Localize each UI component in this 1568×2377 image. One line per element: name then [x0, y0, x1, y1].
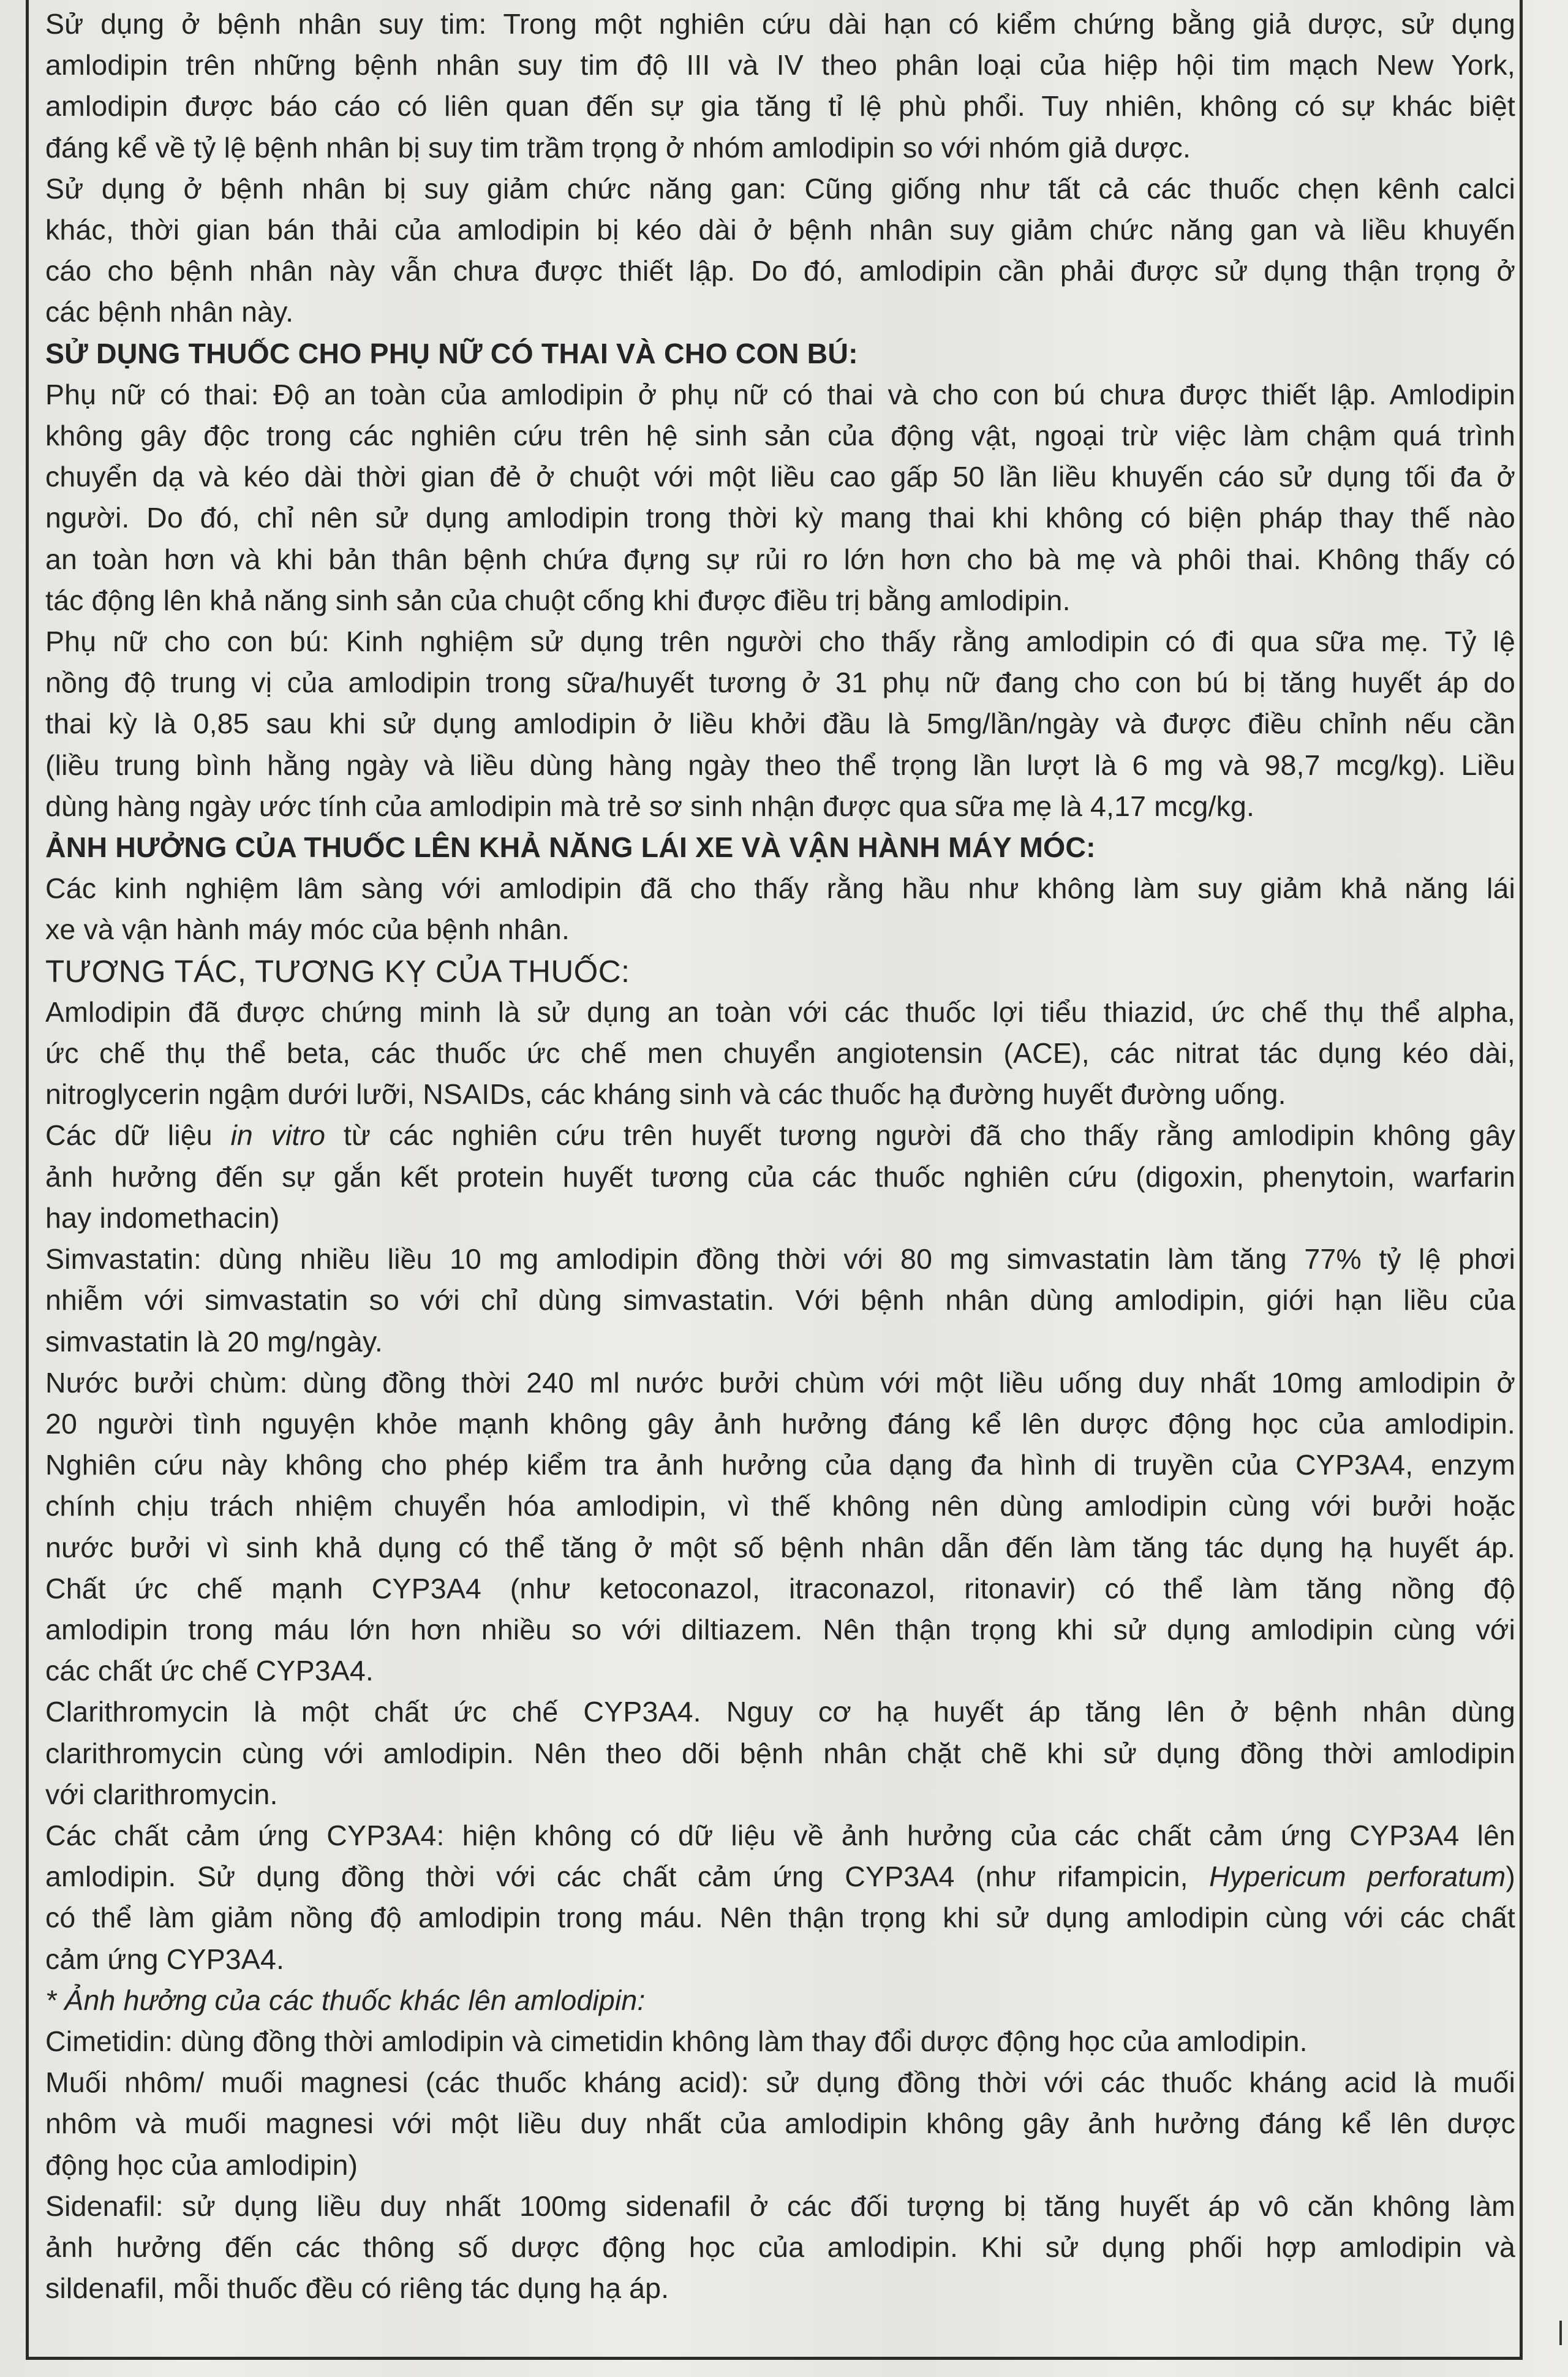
text-fragment: Các — [45, 1119, 97, 1152]
hypericum-term: Hypericum perforatum — [1209, 1861, 1506, 1893]
subheading-other-drug-effects — [45, 1980, 1515, 2021]
text-line: không gây độc trong các nghiên cứu trên hệ sinh sản của động vật, ngoại trừ việc làm chậm quá trình — [45, 420, 1515, 452]
text-line: sildenafil, mỗi thuốc đều có riêng tác dụng hạ áp. — [45, 2272, 669, 2305]
text-line: đáng kể về tỷ lệ bệnh nhân bị suy tim trầm trọng ở nhóm amlodipin so với nhóm giả dược. — [45, 131, 1191, 164]
text-fragment: dữ liệu — [114, 1119, 213, 1152]
document-body — [45, 4, 1515, 2309]
text-line: nước bưởi vì sinh khả dụng có thể tăng ở một số bệnh nhân dẫn đến làm tăng tác dụng hạ huyết áp. — [45, 1531, 1515, 1563]
text-line: thai kỳ là 0,85 sau khi sử dụng amlodipin ở liều khởi đầu là 5mg/lần/ngày và được điều chỉnh nếu cần — [45, 708, 1515, 740]
text-line: động học của amlodipin) — [45, 2148, 358, 2181]
text-line: có thể làm giảm nồng độ amlodipin trong máu. Nên thận trọng khi sử dụng amlodipin cùng với các chất — [45, 1902, 1515, 1934]
text-line: Cimetidin: dùng đồng thời amlodipin và cimetidin không làm thay đổi dược động học của amlodipin. — [45, 2025, 1308, 2057]
text-line: nhôm và muối magnesi với một liều duy nhất của amlodipin không gây ảnh hưởng đáng kể lên dược — [45, 2107, 1515, 2140]
text-line: cảm ứng CYP3A4. — [45, 1943, 285, 1975]
text-fragment: từ các nghiên cứu trên huyết tương người đã cho thấy rằng amlodipin không gây — [343, 1119, 1515, 1152]
text-line: khác, thời gian bán thải của amlodipin bị kéo dài ở bệnh nhân suy giảm chức năng gan và liều khuyến — [45, 214, 1515, 246]
section-heading-interactions: TƯƠNG TÁC, TƯƠNG KỴ CỦA THUỐC: — [45, 953, 630, 989]
text-line-in-vitro — [45, 1115, 1515, 1156]
text-line: Muối nhôm/ muối magnesi (các thuốc kháng acid): sử dụng đồng thời với các thuốc kháng acid là muối — [45, 2066, 1515, 2099]
text-line: Sidenafil: sử dụng liều duy nhất 100mg sidenafil ở các đối tượng bị tăng huyết áp vô căn không làm — [45, 2190, 1515, 2222]
text-line: ảnh hưởng đến sự gắn kết protein huyết tương của các thuốc nghiên cứu (digoxin, phenytoin, warfarin — [45, 1160, 1515, 1193]
text-line: Phụ nữ có thai: Độ an toàn của amlodipin ở phụ nữ có thai và cho con bú chưa được thiết lập. Amlodipin — [45, 378, 1515, 410]
edge-mark — [1559, 2321, 1562, 2345]
text-line: ảnh hưởng đến các thông số dược động học của amlodipin. Khi sử dụng phối hợp amlodipin và — [45, 2231, 1515, 2263]
text-line: dùng hàng ngày ước tính của amlodipin mà trẻ sơ sinh nhận được qua sữa mẹ là 4,17 mcg/kg. — [45, 790, 1255, 822]
text-line: Các kinh nghiệm lâm sàng với amlodipin đã cho thấy rằng hầu như không làm suy giảm khả năng lái — [45, 872, 1515, 905]
text-line: clarithromycin cùng với amlodipin. Nên theo dõi bệnh nhân chặt chẽ khi sử dụng đồng thời amlodipin — [45, 1737, 1515, 1769]
text-line: amlodipin được báo cáo có liên quan đến sự gia tăng tỉ lệ phù phổi. Tuy nhiên, không có sự khác biệt — [45, 90, 1515, 123]
text-line: simvastatin là 20 mg/ngày. — [45, 1325, 383, 1358]
text-line: chính chịu trách nhiệm chuyển hóa amlodipin, vì thế không nên dùng amlodipin cùng với bưởi hoặc — [45, 1490, 1515, 1522]
text-line: Các chất cảm ứng CYP3A4: hiện không có dữ liệu về ảnh hưởng của các chất cảm ứng CYP3A4 lên — [45, 1819, 1515, 1851]
text-line: Simvastatin: dùng nhiều liều 10 mg amlodipin đồng thời với 80 mg simvastatin làm tăng 77% tỷ lệ phơi — [45, 1243, 1515, 1275]
text-line: ức chế thụ thể beta, các thuốc ức chế men chuyển angiotensin (ACE), các nitrat tác dụng kéo dài, — [45, 1037, 1515, 1070]
text-line: cáo cho bệnh nhân này vẫn chưa được thiết lập. Do đó, amlodipin cần phải được sử dụng thận trọng ở — [45, 255, 1515, 287]
text-line-hypericum — [45, 1856, 1515, 1897]
text-line: với clarithromycin. — [45, 1778, 278, 1810]
section-heading-driving: ẢNH HƯỞNG CỦA THUỐC LÊN KHẢ NĂNG LÁI XE VÀ VẬN HÀNH MÁY MÓC: — [45, 831, 1096, 864]
text-line: nồng độ trung vị của amlodipin trong sữa/huyết tương ở 31 phụ nữ đang cho con bú bị tăng huyết áp do — [45, 667, 1515, 699]
text-line: Sử dụng ở bệnh nhân bị suy giảm chức năng gan: Cũng giống như tất cả các thuốc chẹn kênh calci — [45, 172, 1515, 205]
text-line: xe và vận hành máy móc của bệnh nhân. — [45, 913, 570, 946]
text-line: các bệnh nhân này. — [45, 296, 294, 328]
text-line: Amlodipin đã được chứng minh là sử dụng an toàn với các thuốc lợi tiểu thiazid, ức chế thụ thể alpha, — [45, 996, 1515, 1028]
text-fragment: ) — [1506, 1861, 1515, 1893]
text-line: Clarithromycin là một chất ức chế CYP3A4. Nguy cơ hạ huyết áp tăng lên ở bệnh nhân dùng — [45, 1696, 1515, 1728]
subheading-text: * Ảnh hưởng của các thuốc khác lên amlodipin: — [45, 1984, 646, 2016]
text-line: nhiễm với simvastatin so với chỉ dùng simvastatin. Với bệnh nhân dùng amlodipin, giới hạn liều của — [45, 1284, 1515, 1317]
text-line: amlodipin trong máu lớn hơn nhiều so với diltiazem. Nên thận trọng khi sử dụng amlodipin cùng với — [45, 1613, 1515, 1646]
text-line: các chất ức chế CYP3A4. — [45, 1655, 374, 1687]
text-line: người. Do đó, chỉ nên sử dụng amlodipin trong thời kỳ mang thai khi không có biện pháp thay thế nào — [45, 502, 1515, 534]
text-line: Chất ức chế mạnh CYP3A4 (như ketoconazol, itraconazol, ritonavir) có thể làm tăng nồng độ — [45, 1572, 1515, 1604]
section-heading-pregnancy: SỬ DỤNG THUỐC CHO PHỤ NỮ CÓ THAI VÀ CHO CON BÚ: — [45, 337, 858, 369]
text-line: hay indomethacin) — [45, 1201, 280, 1234]
text-line: 20 người tình nguyện khỏe mạnh không gây ảnh hưởng đáng kể lên dược động học của amlodipin. — [45, 1407, 1515, 1440]
text-line: amlodipin trên những bệnh nhân suy tim độ III và IV theo phân loại của hiệp hội tim mạch New York, — [45, 49, 1515, 81]
text-line: (liều trung bình hằng ngày và liều dùng hàng ngày theo thể trọng lần lượt là 6 mg và 98,7 mcg/kg). Liều — [45, 749, 1515, 781]
text-line: chuyển dạ và kéo dài thời gian đẻ ở chuột với một liều cao gấp 50 lần liều khuyến cáo sử dụng tối đa ở — [45, 461, 1515, 493]
text-line: tác động lên khả năng sinh sản của chuột cống khi được điều trị bằng amlodipin. — [45, 584, 1071, 616]
text-line: Phụ nữ cho con bú: Kinh nghiệm sử dụng trên người cho thấy rằng amlodipin có đi qua sữa mẹ. Tỷ lệ — [45, 625, 1515, 658]
text-line: Sử dụng ở bệnh nhân suy tim: Trong một nghiên cứu dài hạn có kiểm chứng bằng giả dược, sử dụng — [45, 8, 1515, 40]
in-vitro-term: in vitro — [230, 1119, 326, 1152]
text-line: Nghiên cứu này không cho phép kiểm tra ảnh hưởng của dạng đa hình di truyền của CYP3A4, enzym — [45, 1449, 1515, 1481]
text-line: an toàn hơn và khi bản thân bệnh chứa đựng sự rủi ro lớn hơn cho bà mẹ và phôi thai. Không thấy có — [45, 543, 1515, 575]
text-fragment: amlodipin. Sử dụng đồng thời với các chất cảm ứng CYP3A4 (như rifampicin, — [45, 1861, 1188, 1893]
text-line: nitroglycerin ngậm dưới lưỡi, NSAIDs, các kháng sinh và các thuốc hạ đường huyết đường uống. — [45, 1078, 1286, 1111]
text-line: Nước bưởi chùm: dùng đồng thời 240 ml nước bưởi chùm với một liều uống duy nhất 10mg amlodipin ở — [45, 1366, 1515, 1399]
